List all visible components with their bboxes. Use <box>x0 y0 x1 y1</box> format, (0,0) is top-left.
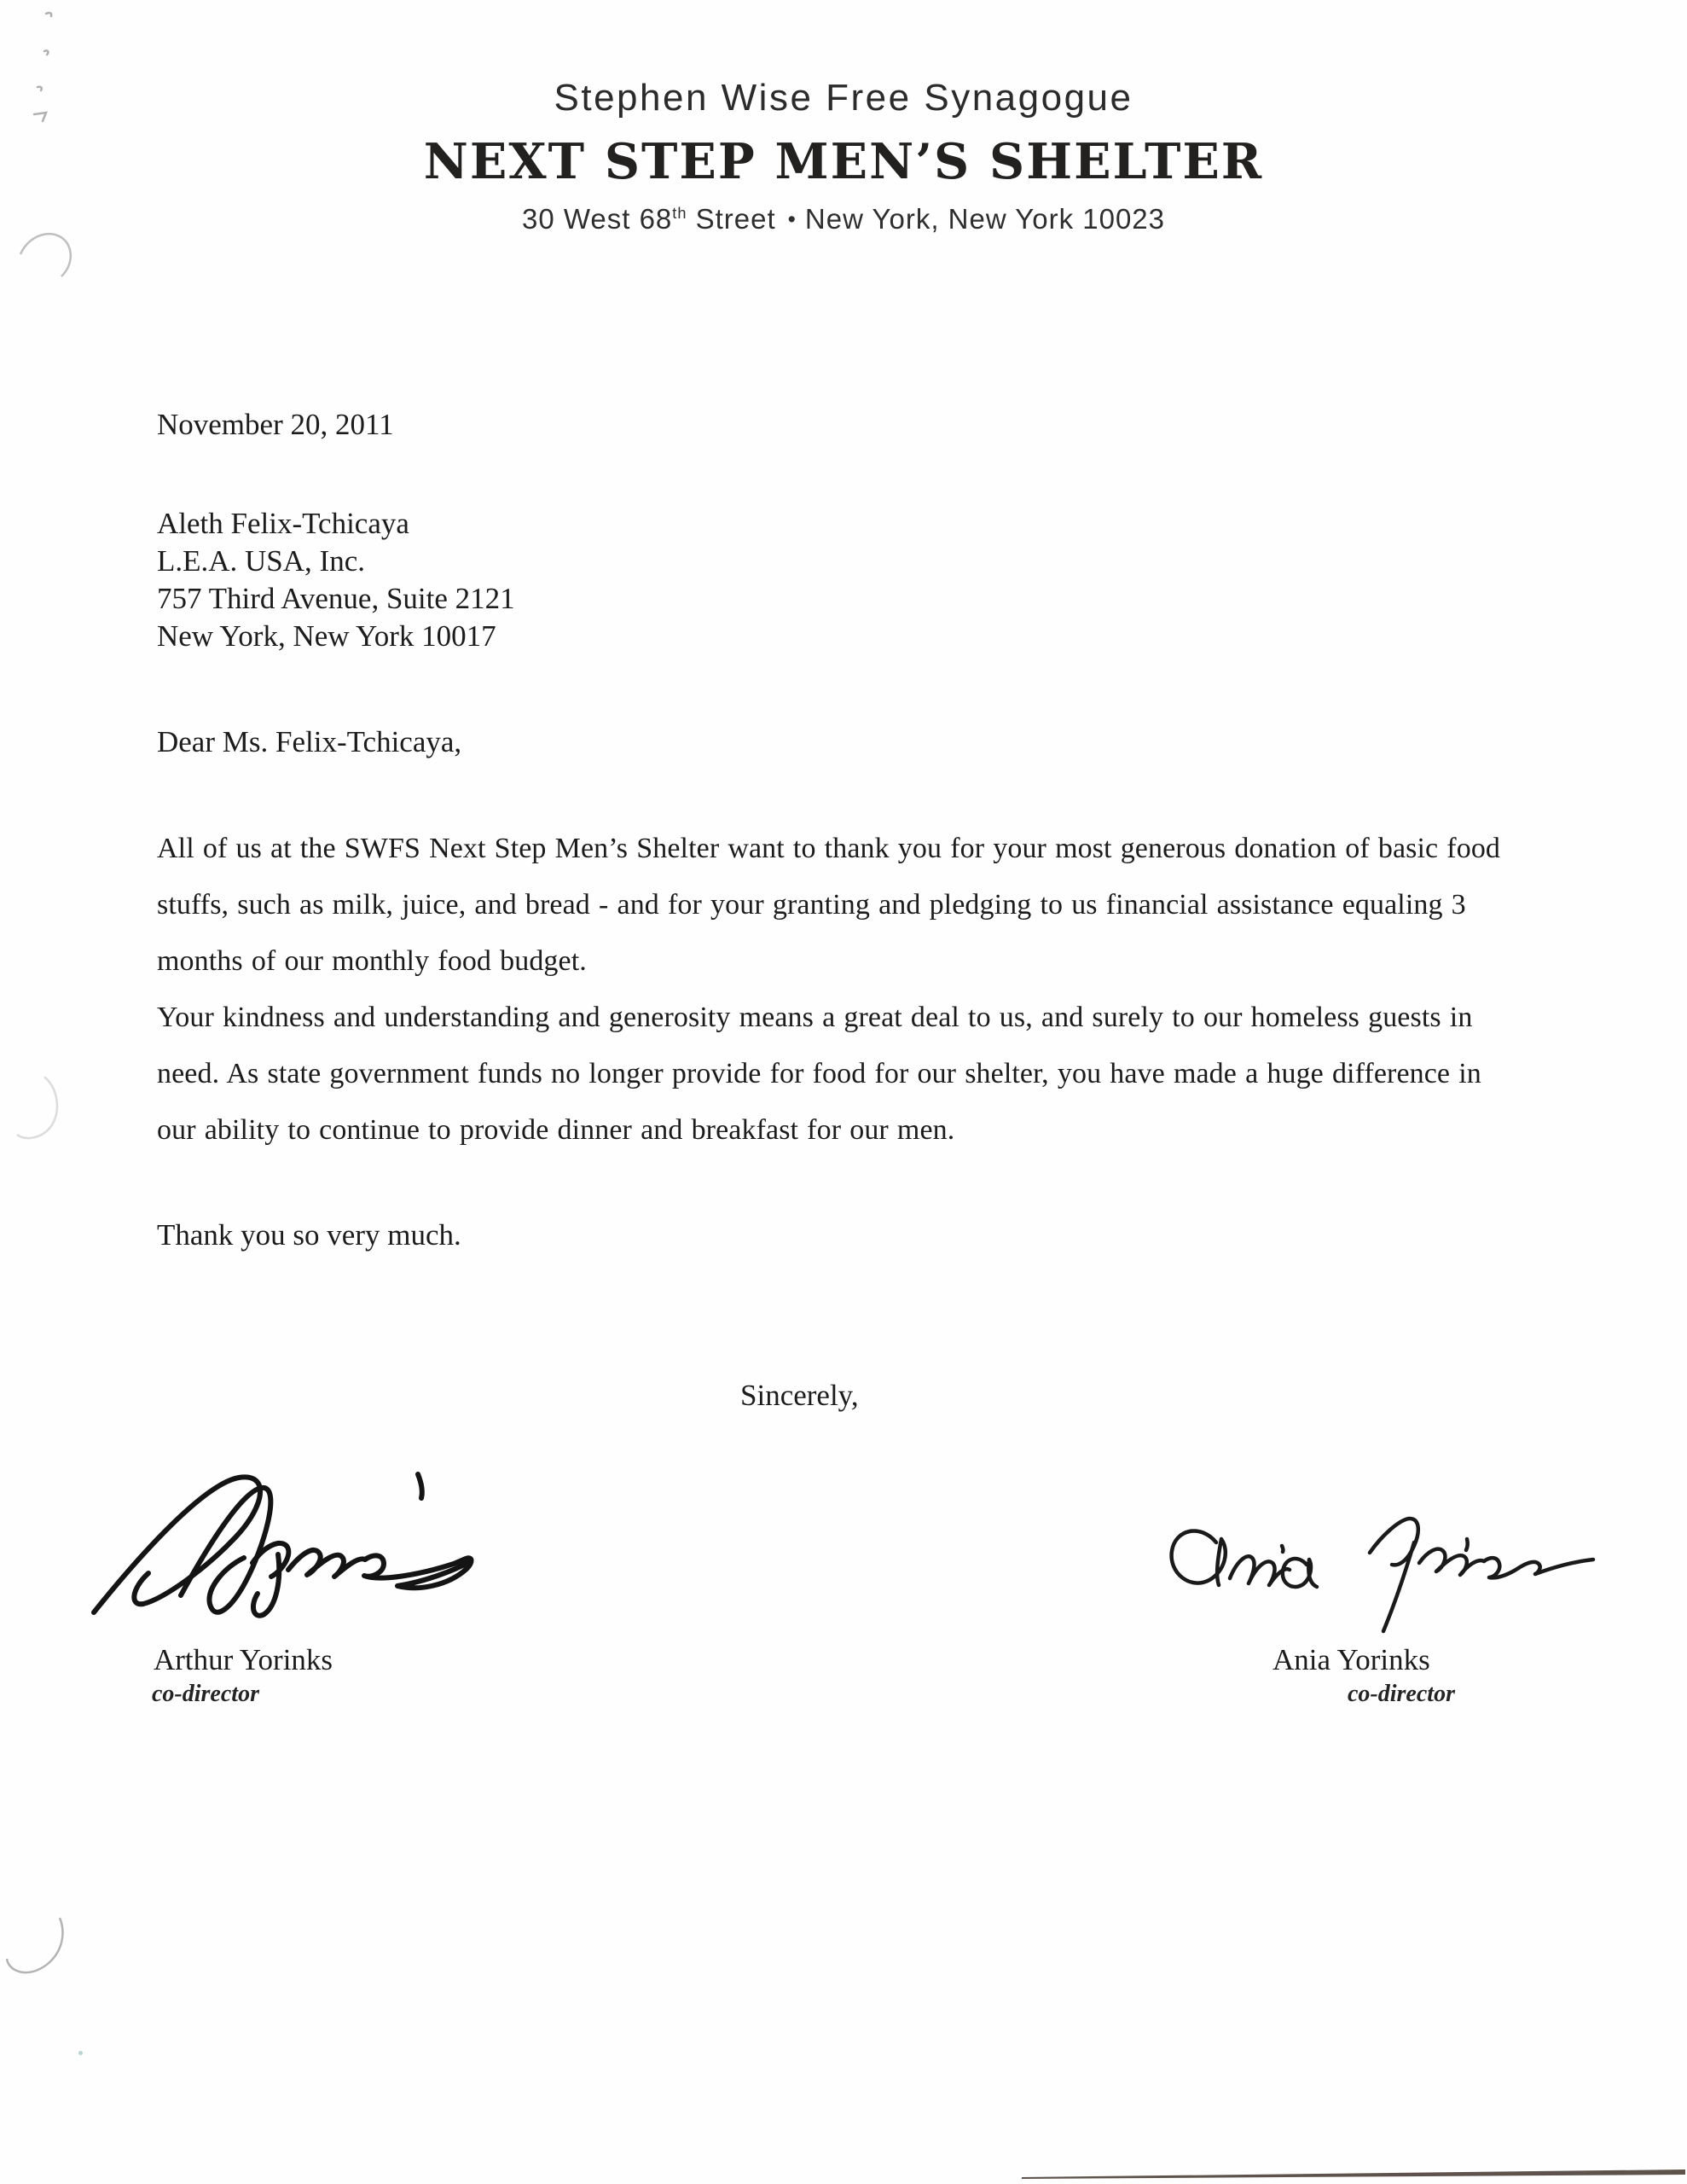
ania-yorinks-signature-image <box>1162 1512 1597 1640</box>
recipient-company: L.E.A. USA, Inc. <box>157 544 365 578</box>
recipient-street: 757 Third Avenue, Suite 2121 <box>157 582 515 615</box>
right-signer-title: co-director <box>1348 1681 1455 1707</box>
recipient-city: New York, New York 10017 <box>157 619 496 653</box>
salutation: Dear Ms. Felix-Tchicaya, <box>157 725 462 758</box>
left-signer-title: co-director <box>152 1681 259 1707</box>
closing-thanks: Thank you so very much. <box>157 1218 461 1252</box>
body-paragraph-2: Your kindness and understanding and generosity means a great deal to us, and surely to our homeless guests in need. As state government funds no longer provide for food for our shelter, you have made a huge difference in our ability to continue to provide dinner and breakfast for our men. <box>157 1002 1481 1146</box>
body-paragraph-1: All of us at the SWFS Next Step Men’s Shelter want to thank you for your most generous donation of basic food stuffs, such as milk, juice, and bread - and for your granting and pledging to us financial assistance equaling 3 months of our monthly food budget. <box>157 833 1501 977</box>
header-city: New York, New York 10023 <box>804 203 1166 235</box>
letter-date: November 20, 2011 <box>157 408 394 441</box>
right-signer-name: Ania Yorinks <box>1272 1643 1430 1676</box>
recipient-name: Aleth Felix-Tchicaya <box>157 507 409 540</box>
scan-artifact-mid-left-arc <box>15 1077 67 1145</box>
letter-body <box>157 821 1522 1159</box>
scan-artifact-bottom-edge-line <box>1020 2165 1687 2182</box>
shelter-title: NEXT STEP MEN’S SHELTER <box>423 133 1264 190</box>
header-address-line <box>0 203 1687 235</box>
street-name: Street <box>687 203 776 235</box>
left-signer-name: Arthur Yorinks <box>154 1643 333 1676</box>
valediction: Sincerely, <box>740 1379 859 1412</box>
street-number: 30 West 68 <box>521 203 673 235</box>
ordinal-superscript: th <box>672 205 687 222</box>
organization-name: Stephen Wise Free Synagogue <box>554 77 1133 119</box>
bullet-separator-icon: • <box>787 206 797 232</box>
scan-artifact-speck <box>78 2051 83 2055</box>
scan-artifact-bottom-left-arc <box>5 1916 73 1978</box>
recipient-address-block <box>157 505 515 655</box>
scan-artifact-top-left-arc <box>19 227 78 287</box>
arthur-yorinks-signature-image <box>85 1461 486 1631</box>
